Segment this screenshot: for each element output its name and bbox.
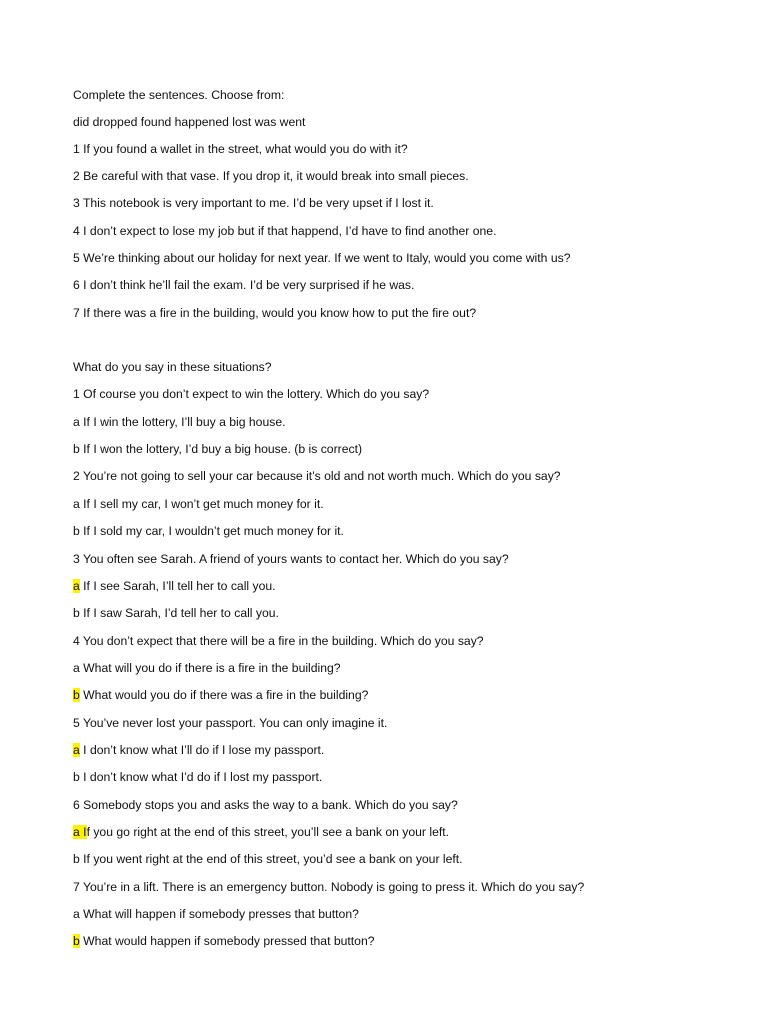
question-5: 5 You’ve never lost your passport. You can only imagine it. xyxy=(73,716,388,730)
question-3-option-b: b If I saw Sarah, I’d tell her to call you. xyxy=(73,606,279,620)
section2-heading: What do you say in these situations? xyxy=(73,360,272,374)
question-3-option-a xyxy=(73,578,276,594)
answer-highlight: b xyxy=(73,934,80,948)
sentence-1: 1 If you found a wallet in the street, what would you do with it? xyxy=(73,142,408,156)
option-text: If I see Sarah, I’ll tell her to call you. xyxy=(79,579,276,593)
option-text: I don’t know what I’ll do if I lose my passport. xyxy=(79,743,325,757)
question-5-option-b: b I don’t know what I’d do if I lost my passport. xyxy=(73,770,323,784)
question-2-option-a: a If I sell my car, I won’t get much money for it. xyxy=(73,497,324,511)
sentence-2: 2 Be careful with that vase. If you drop it, it would break into small pieces. xyxy=(73,169,469,183)
word-list: did dropped found happened lost was went xyxy=(73,115,306,129)
question-6-option-a xyxy=(73,824,449,840)
question-6: 6 Somebody stops you and asks the way to a bank. Which do you say? xyxy=(73,798,458,812)
answer-highlight: a I xyxy=(73,825,87,839)
question-1: 1 Of course you don’t expect to win the lottery. Which do you say? xyxy=(73,387,430,401)
question-1-option-b: b If I won the lottery, I’d buy a big house. (b is correct) xyxy=(73,442,363,456)
option-text: f you go right at the end of this street, you’ll see a bank on your left. xyxy=(86,825,450,839)
answer-highlight: a xyxy=(73,743,80,757)
question-7-option-b xyxy=(73,933,375,949)
question-6-option-b: b If you went right at the end of this street, you’d see a bank on your left. xyxy=(73,852,463,866)
sentence-7: 7 If there was a fire in the building, would you know how to put the fire out? xyxy=(73,306,477,320)
question-3: 3 You often see Sarah. A friend of yours wants to contact her. Which do you say? xyxy=(73,552,509,566)
question-1-option-a: a If I win the lottery, I’ll buy a big house. xyxy=(73,415,286,429)
option-text: What would happen if somebody pressed that button? xyxy=(79,934,375,948)
sentence-5: 5 We’re thinking about our holiday for next year. If we went to Italy, would you come with us? xyxy=(73,251,571,265)
answer-highlight: a xyxy=(73,579,80,593)
section1-heading: Complete the sentences. Choose from: xyxy=(73,88,285,102)
question-5-option-a xyxy=(73,742,324,758)
question-7-option-a: a What will happen if somebody presses that button? xyxy=(73,907,359,921)
sentence-3: 3 This notebook is very important to me. I’d be very upset if I lost it. xyxy=(73,196,434,210)
question-4-option-b xyxy=(73,687,368,703)
answer-highlight: b xyxy=(73,688,80,702)
question-7: 7 You’re in a lift. There is an emergency button. Nobody is going to press it. Which do you say? xyxy=(73,880,585,894)
sentence-4: 4 I don’t expect to lose my job but if that happend, I’d have to find another one. xyxy=(73,224,497,238)
question-4-option-a: a What will you do if there is a fire in the building? xyxy=(73,661,341,675)
question-2-option-b: b If I sold my car, I wouldn’t get much money for it. xyxy=(73,524,344,538)
question-4: 4 You don’t expect that there will be a fire in the building. Which do you say? xyxy=(73,634,484,648)
question-2: 2 You’re not going to sell your car because it’s old and not worth much. Which do you say? xyxy=(73,469,561,483)
sentence-6: 6 I don’t think he’ll fail the exam. I’d be very surprised if he was. xyxy=(73,278,415,292)
option-text: What would you do if there was a fire in the building? xyxy=(79,688,369,702)
